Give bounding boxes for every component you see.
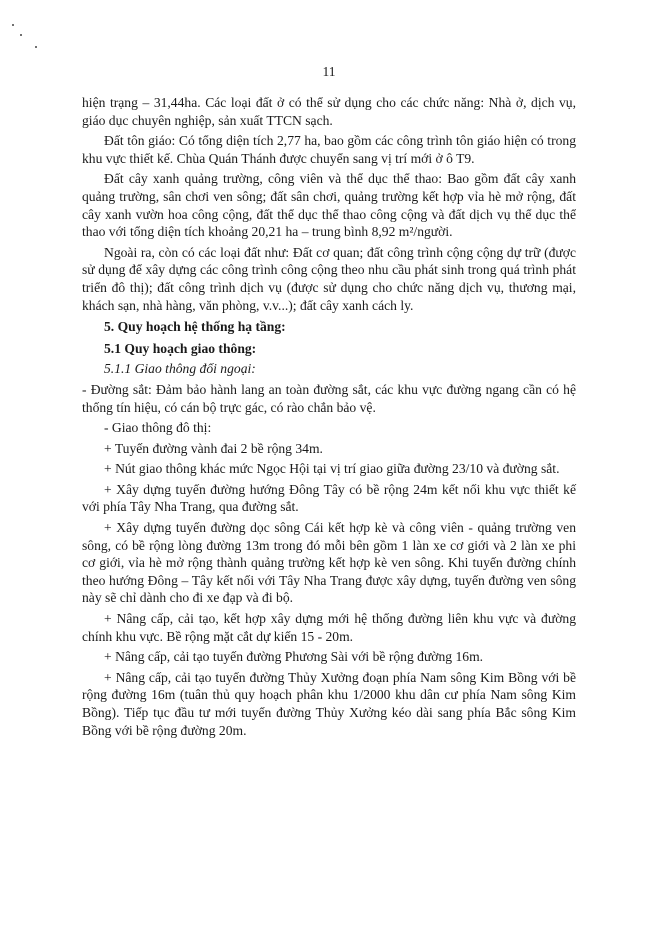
scan-speck [20,34,22,36]
scan-speck [35,46,37,48]
list-item: + Nâng cấp, cải tạo tuyến đường Phương Sài với bề rộng đường 16m. [104,649,484,665]
scan-speck [12,24,14,26]
subsection-heading: 5.1 Quy hoạch giao thông: [104,340,257,356]
page-number: 11 [322,64,336,79]
section-heading: 5. Quy hoạch hệ thống hạ tầng: [104,319,286,335]
paragraph: hiện trạng – 31,44ha. Các loại đất ở có thể sử dụng cho các chức năng: Nhà ở, dịch vụ, giáo dục chuyên nghiệp, sản xuất TTCN sạch. [82,95,576,128]
list-item: + Nâng cấp, cải tạo, kết hợp xây dựng mới hệ thống đường liên khu vực và đường chính khu vực. Bề rộng mặt cắt dự kiến 15 - 20m. [82,611,576,644]
paragraph: Ngoài ra, còn có các loại đất như: Đất cơ quan; đất công trình cộng cộng dự trữ (được sử dụng để xây dựng các công trình công cộng theo nhu cầu phát sinh trong quá trình phát triển đô thị); đất công trình dịch vụ (được sử dụng cho chức năng dịch vụ, thương mại, khách sạn, nhà hàng, văn phòng, v.v...); đất cây xanh cách ly. [82,244,576,313]
subsubsection-heading: 5.1.1 Giao thông đối ngoại: [104,361,256,377]
list-item: + Nâng cấp, cải tạo tuyến đường Thủy Xưởng đoạn phía Nam sông Kim Bồng với bề rộng đường 16m (tuân thủ quy hoạch phân khu 1/2000 khu dân cư phía Nam sông Kim Bồng). Tiếp tục đầu tư mới tuyến đường Thủy Xưởng kéo dài sang phía Bắc sông Kim Bồng với bề rộng đường 20m. [82,669,576,738]
list-item: + Tuyến đường vành đai 2 bề rộng 34m. [104,440,323,456]
list-item: + Xây dựng tuyến đường hướng Đông Tây có bề rộng 24m kết nối khu vực thiết kế với phía Tây Nha Trang, qua đường sắt. [82,481,576,515]
paragraph: Đất cây xanh quảng trường, công viên và thể dục thể thao: Bao gồm đất cây xanh quảng trường, sân chơi ven sông; đất sân chơi, quảng trường kết hợp vỉa hè mở rộng, đất cây xanh vườn hoa công cộng, đất thể dục thể thao công cộng và đất dịch vụ thể dục thể thao với tổng diện tích khoảng 20,21 ha – trung bình 8,92 m²/người. [82,171,576,240]
list-item: + Nút giao thông khác mức Ngọc Hội tại vị trí giao giữa đường 23/10 và đường sắt. [104,461,560,477]
list-item: - Giao thông đô thị: [104,420,212,436]
document-body [82,94,576,742]
paragraph: Đất tôn giáo: Có tổng diện tích 2,77 ha, bao gồm các công trình tôn giáo hiện có trong khu vực thiết kế. Chùa Quán Thánh được chuyển sang vị trí mới ở ô T9. [82,133,576,166]
list-item: - Đường sắt: Đảm bảo hành lang an toàn đường sắt, các khu vực đường ngang cần có hệ thống tín hiệu, có cán bộ trực gác, có rào chắn bảo vệ. [82,381,576,415]
list-item: + Xây dựng tuyến đường dọc sông Cái kết hợp kè và công viên - quảng trường ven sông, có bề rộng lòng đường 13m trong đó mỗi bên gồm 1 làn xe cơ giới và 2 làn xe phi cơ giới, vỉa hè mở rộng thành quảng trường kết hợp kè ven sông. Khi tuyến đường chính theo hướng Đông – Tây kết nối với Tây Nha Trang được xây dựng, tuyến đường ven sông này sẽ chỉ dành cho đi xe đạp và đi bộ. [82,520,576,606]
